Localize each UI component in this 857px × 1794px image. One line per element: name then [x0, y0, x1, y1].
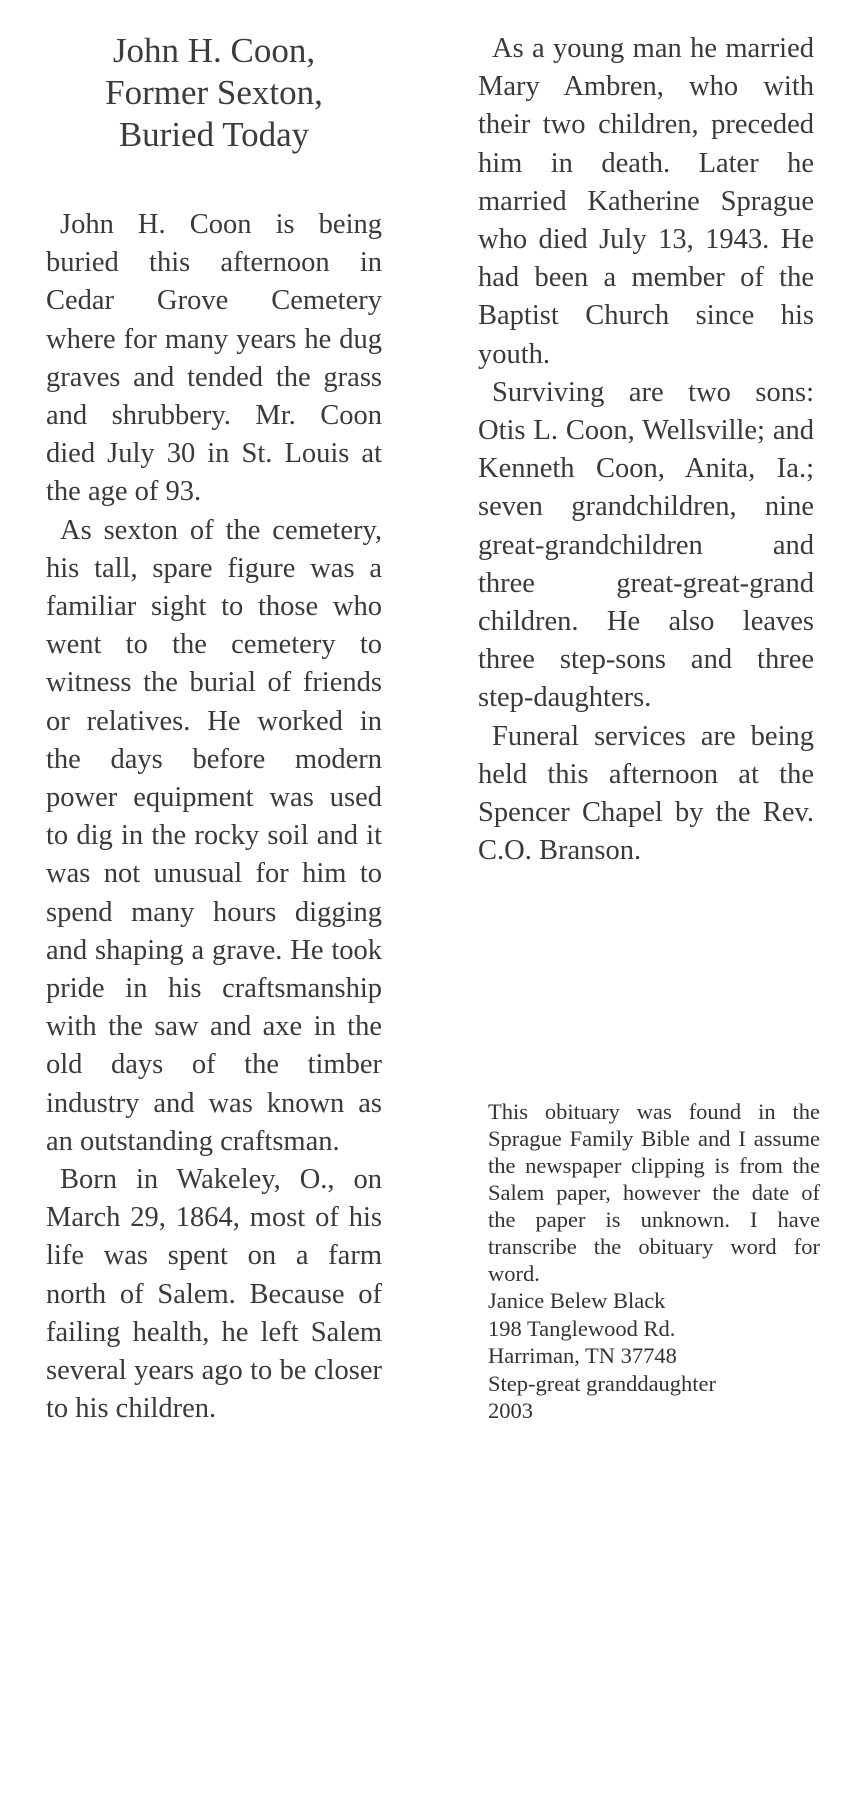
transcriber-note: [488, 1098, 820, 1425]
paragraph-burial: John H. Coon is being buried this afternoon in Cedar Grove Cemetery where for many years he dug graves and tended the grass and shrubbery. Mr. Coon died July 30 in St. Louis at the age of 93.: [46, 209, 382, 508]
signature-city: Harriman, TN 37748: [488, 1343, 677, 1368]
right-body: [478, 30, 814, 870]
headline-line: Buried Today: [118, 115, 310, 154]
signature-year: 2003: [488, 1398, 533, 1423]
left-column: [46, 30, 382, 1429]
signature-street: 198 Tanglewood Rd.: [488, 1315, 676, 1341]
paragraph-birth: Born in Wakeley, O., on March 29, 1864, most of his life was spent on a farm north of Salem. Because of failing health, he left Salem several years ago to be closer to his children.: [46, 1164, 382, 1425]
signature-relation: Step-great granddaughter: [488, 1370, 717, 1396]
paragraph-marriage: As a young man he married Mary Ambren, who with their two children, preceded him in death. Later he married Katherine Sprague who died July 13, 1943. He had been a member of the Baptist Church since his youth.: [478, 33, 814, 370]
signature-name: Janice Belew Black: [488, 1288, 666, 1313]
headline-line: Former Sexton,: [105, 73, 323, 112]
left-body: [46, 206, 382, 1429]
note-text: This obituary was found in the Sprague Family Bible and I assume the newspaper clipping is from the Salem paper, however the date of the paper is unknown. I have transcribe the obituary word for word.: [488, 1099, 820, 1286]
signature-block: [488, 1287, 820, 1425]
headline-line: John H. Coon,: [112, 31, 316, 70]
right-column: [478, 30, 814, 870]
paragraph-sexton: As sexton of the cemetery, his tall, spare figure was a familiar sight to those who went to the cemetery to witness the burial of friends or relatives. He worked in the days before modern power equipment was used to dig in the rocky soil and it was not unusual for him to spend many hours digging and shaping a grave. He took pride in his craftsmanship with the saw and axe in the old days of the timber industry and was known as an outstanding craftsman.: [46, 514, 382, 1157]
paragraph-survivors: Surviving are two sons: Otis L. Coon, Wellsville; and Kenneth Coon, Anita, Ia.; seven grandchildren, nine great-grandchildren and three great-great-grand children. He also leaves three step-sons and three step-daughters.: [478, 376, 814, 714]
paragraph-funeral: Funeral services are being held this afternoon at the Spencer Chapel by the Rev. C.O. Branson.: [478, 720, 814, 867]
headline: [46, 30, 382, 156]
